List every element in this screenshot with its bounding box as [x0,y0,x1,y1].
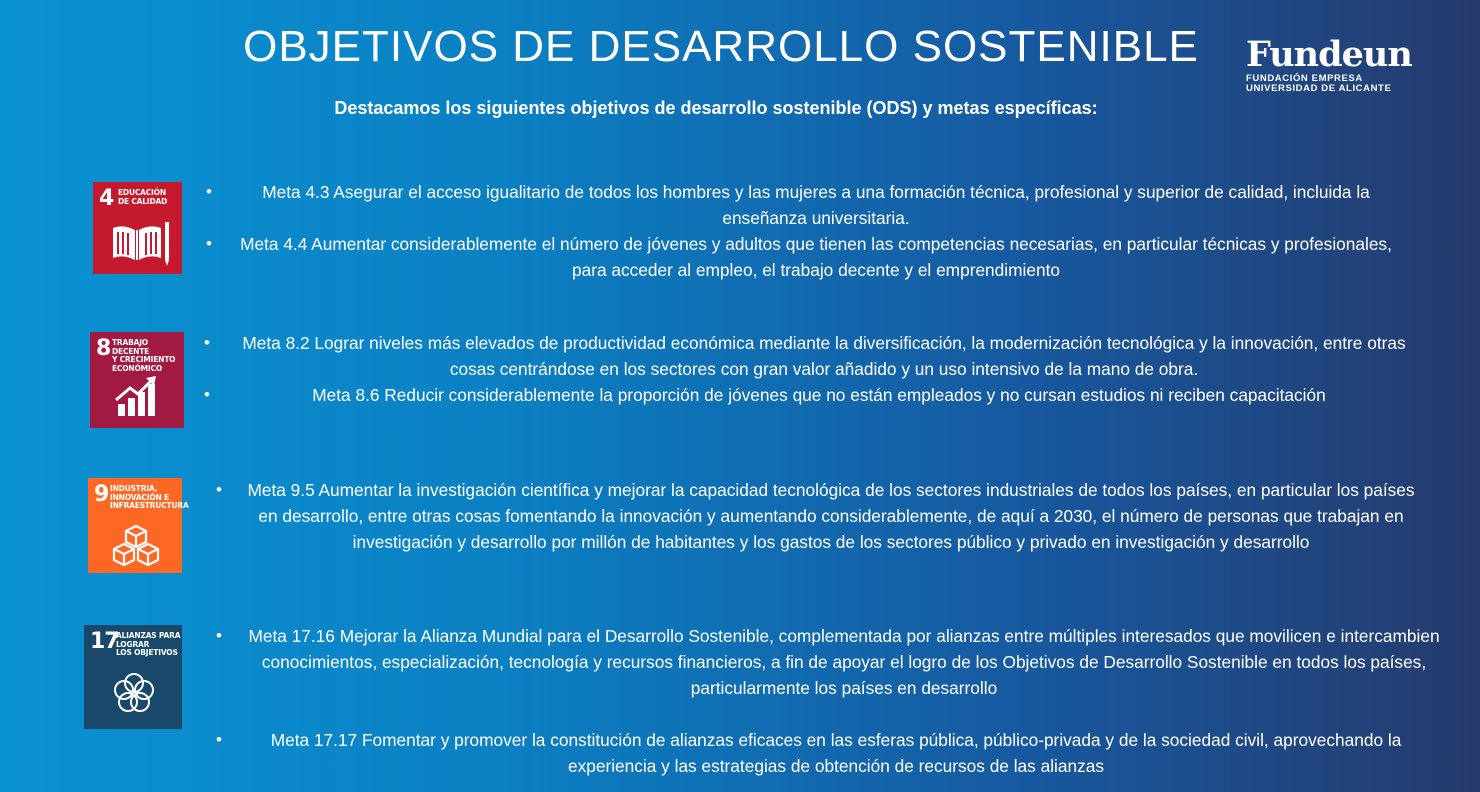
bullet: • [206,182,212,201]
logo-line-1: FUNDACIÓN EMPRESA [1246,73,1363,84]
sdg-9-label-line-1: INDUSTRIA, [110,484,158,493]
target-4-4 [206,231,1416,283]
target-17-16 [216,623,1446,701]
sdg-4-label-line-2: DE CALIDAD [118,196,168,206]
page-subtitle: Destacamos los siguientes objetivos de desarrollo sostenible (ODS) y metas específicas: [334,98,1098,118]
target-4-4-text: Meta 4.4 Aumentar considerablemente el número de jóvenes y adultos que tienen las competencias necesarias, en particular técnicas y profesionales, para acceder al empleo, el trabajo decente y el emprendimiento [240,234,1392,280]
sdg-4-targets [206,179,1416,283]
bullet: • [206,234,212,253]
target-4-3-text: Meta 4.3 Asegurar el acceso igualitario de todos los hombres y las mujeres a una formación técnica, profesional y superior de calidad, incluida la enseñanza universitaria. [262,182,1370,228]
sdg-17-label-line-3: LOS OBJETIVOS [116,648,178,657]
sdg-8-label [112,339,184,373]
sdg-9-label [110,485,189,511]
book-pencil-icon [109,218,173,268]
sdg-8-label-line-3: ECONÓMICO [112,363,162,373]
page-title: OBJETIVOS DE DESARROLLO SOSTENIBLE [243,22,1199,71]
sdg-9-label-line-3: INFRAESTRUCTURA [110,501,189,510]
sdg-9-targets [216,477,1426,555]
sdg-8-tile [90,332,184,428]
fundeun-logo [1246,34,1416,94]
cubes-icon [112,522,160,566]
target-17-17 [216,727,1446,779]
sdg-8-label-line-1: TRABAJO DECENTE [112,338,150,356]
target-9-5-text: Meta 9.5 Aumentar la investigación científica y mejorar la capacidad tecnológica de los sectores industriales de todos los países, en particular los países en desarrollo, entre otras cosas fomentando la innovación y aumentando considerablemente, de aquí a 2030, el número de personas que trabajan en investigación y desarrollo por millón de habitantes y los gastos de los sectores público y privado en investigación y desarrollo [247,480,1415,552]
target-8-6-text: Meta 8.6 Reducir considerablemente la proporción de jóvenes que no están empleados y no cursan estudios ni reciben capacitación [312,385,1326,405]
bullet: • [204,333,210,352]
sdg-17-number: 17 [90,629,119,654]
sdg-8-number: 8 [96,336,111,361]
target-9-5 [216,477,1426,555]
bullet: • [216,730,222,749]
sdg-9-tile [88,478,189,573]
sdg-4-number: 4 [99,186,114,211]
interlocking-rings-icon [112,671,156,715]
sdg-17-tile [84,625,182,729]
sdg-9-label-line-2: INNOVACIÓN E [110,492,169,502]
sdg-4-tile [93,182,182,274]
target-17-16-text: Meta 17.16 Mejorar la Alianza Mundial para el Desarrollo Sostenible, complementada por alianzas entre múltiples interesados que movilicen e intercambien conocimientos, especialización, tecnología y recursos financieros, a fin de apoyar el logro de los Objetivos de Desarrollo Sostenible en todos los países, particularmente los países en desarrollo [248,626,1440,698]
logo-wordmark: Fundeun [1246,34,1412,75]
sdg-4-label-line-1: EDUCACIÓN [118,188,166,197]
target-8-6 [204,382,1424,408]
sdg-9-number: 9 [94,482,109,507]
logo-line-2: UNIVERSIDAD DE ALICANTE [1246,83,1392,94]
growth-chart-icon [114,374,160,418]
target-8-2 [204,330,1424,382]
sdg-17-label-line-1: ALIANZAS PARA [116,631,181,640]
target-8-2-text: Meta 8.2 Lograr niveles más elevados de productividad económica mediante la diversificación, la modernización tecnológica y la innovación, entre otras cosas centrándose en los sectores con gran valor añadido y un uso intensivo de la mano de obra. [242,333,1406,379]
sdg-17-label-line-2: LOGRAR [116,639,150,649]
target-4-3 [206,179,1416,231]
bullet: • [216,626,222,645]
sdg-17-targets [216,623,1446,779]
sdg-8-targets [204,330,1424,408]
sdg-8-label-line-2: Y CRECIMIENTO [112,355,176,364]
sdg-4-label [118,189,167,206]
bullet: • [216,480,222,499]
target-17-17-text: Meta 17.17 Fomentar y promover la constitución de alianzas eficaces en las esferas pública, público-privada y de la sociedad civil, aprovechando la experiencia y las estrategias de obtención de recursos de las alianzas [270,730,1402,776]
sdg-17-label [116,632,180,658]
bullet: • [204,385,210,404]
